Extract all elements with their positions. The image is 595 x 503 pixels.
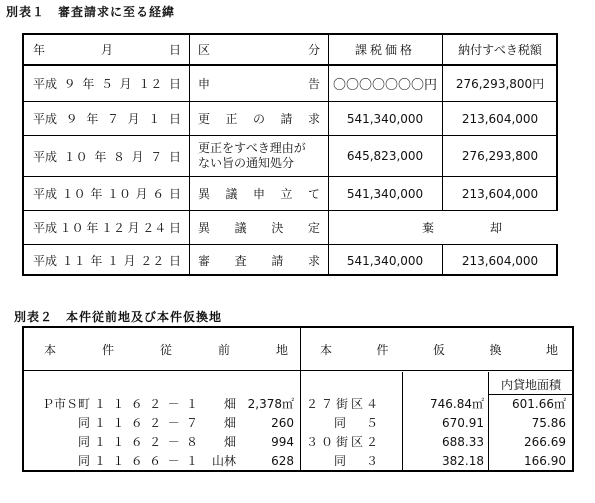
row1-tax: 276,293,800円: [455, 76, 545, 91]
header-price: 課税価格: [354, 43, 415, 57]
land-row2-naitai-area: 75.86: [531, 415, 566, 430]
land-row3-naitai-area: 266.69: [524, 434, 566, 449]
land-row4-area: 628: [271, 453, 294, 468]
row3-tax: 276,293,800: [461, 149, 539, 163]
row2-price: 541,340,000: [346, 111, 424, 126]
subheader-naitai: 内貸地面積: [500, 377, 561, 392]
land-row3-kind: 畑: [223, 435, 236, 449]
land-row1-number: １ １ ６ ２ － １: [94, 397, 198, 411]
header-date: 年 月 日: [33, 43, 181, 57]
land-row1-area: 2,378㎡: [247, 397, 294, 411]
row5-kubun: 異 議 決 定: [198, 221, 320, 235]
row1-date: 平成 ９ 年 ５ 月 １２ 日: [33, 76, 181, 91]
land-row3-block: ３ ０ 街 区 ２: [306, 435, 378, 449]
table2-caption: 別表２ 本件従前地及び本件仮換地: [14, 310, 223, 324]
land-row4-block: 同 ３: [334, 454, 378, 468]
row2-tax: 213,604,000: [461, 111, 539, 126]
row3-date: 平成 １０ 年 ８ 月 ７ 日: [33, 149, 181, 164]
header-kubun: 区 分: [198, 43, 320, 57]
header-karikanchi: 本 件 仮 換 地: [320, 342, 558, 357]
row1-kubun: 申 告: [198, 76, 320, 91]
land-row4-naitai-area: 166.90: [524, 453, 566, 468]
land-row2-number: １ １ ６ ２ － ７: [94, 416, 198, 430]
land-row3-area: 994: [271, 434, 294, 449]
row4-kubun: 異 議 申 立 て: [198, 187, 320, 201]
land-row2-karikan-area: 670.91: [442, 415, 484, 430]
history-table: [22, 33, 558, 276]
land-row1-town: Ｐ市Ｓ町: [41, 397, 90, 411]
table1-caption: 別表１ 審査請求に至る経緯: [6, 5, 176, 19]
row4-date: 平成 １０ 年 １０ 月 ６ 日: [33, 187, 181, 201]
land-row1-kind: 畑: [223, 397, 236, 411]
row5-merged-result: 棄 却: [422, 221, 502, 235]
land-row4-number: １ １ ６ ６ － １: [94, 454, 198, 468]
land-row2-block: 同 ５: [334, 416, 378, 430]
row6-price: 541,340,000: [346, 253, 424, 268]
header-juzenchi: 本 件 従 前 地: [44, 342, 288, 357]
row6-date: 平成 １１ 年 １ 月 ２２ 日: [33, 254, 181, 268]
land-row1-karikan-area: 746.84㎡: [430, 397, 484, 411]
land-row4-town: 同: [77, 454, 90, 468]
row3-price: 645,823,000: [346, 149, 424, 163]
row4-price: 541,340,000: [346, 186, 424, 201]
land-row2-town: 同: [77, 416, 90, 430]
land-row1-block: ２ ７ 街 区 ４: [306, 397, 378, 411]
row6-kubun: 審 査 請 求: [198, 254, 320, 268]
header-tax: 納付すべき税額: [458, 43, 542, 57]
row3-kubun: 更正をすべき理由が ない旨の通知処分: [198, 141, 306, 170]
land-row3-karikan-area: 688.33: [442, 434, 484, 449]
land-table: [22, 326, 574, 472]
row4-tax: 213,604,000: [461, 186, 539, 201]
row2-date: 平成 ９ 年 ７ 月 １ 日: [33, 112, 181, 126]
land-row3-town: 同: [77, 435, 90, 449]
land-row3-number: １ １ ６ ２ － ８: [94, 435, 198, 449]
land-row4-kind: 山林: [211, 454, 236, 468]
row2-kubun: 更 正 の 請 求: [198, 112, 320, 126]
land-row4-karikan-area: 382.18: [442, 453, 484, 468]
land-row2-area: 260: [271, 415, 294, 430]
land-row2-kind: 畑: [223, 416, 236, 430]
row5-date: 平成 １０ 年 １２ 月 ２４ 日: [33, 221, 181, 235]
row1-price: 〇〇〇〇〇〇〇円: [332, 77, 437, 93]
land-row1-naitai-area: 601.66㎡: [512, 397, 566, 411]
row6-tax: 213,604,000: [461, 253, 539, 268]
